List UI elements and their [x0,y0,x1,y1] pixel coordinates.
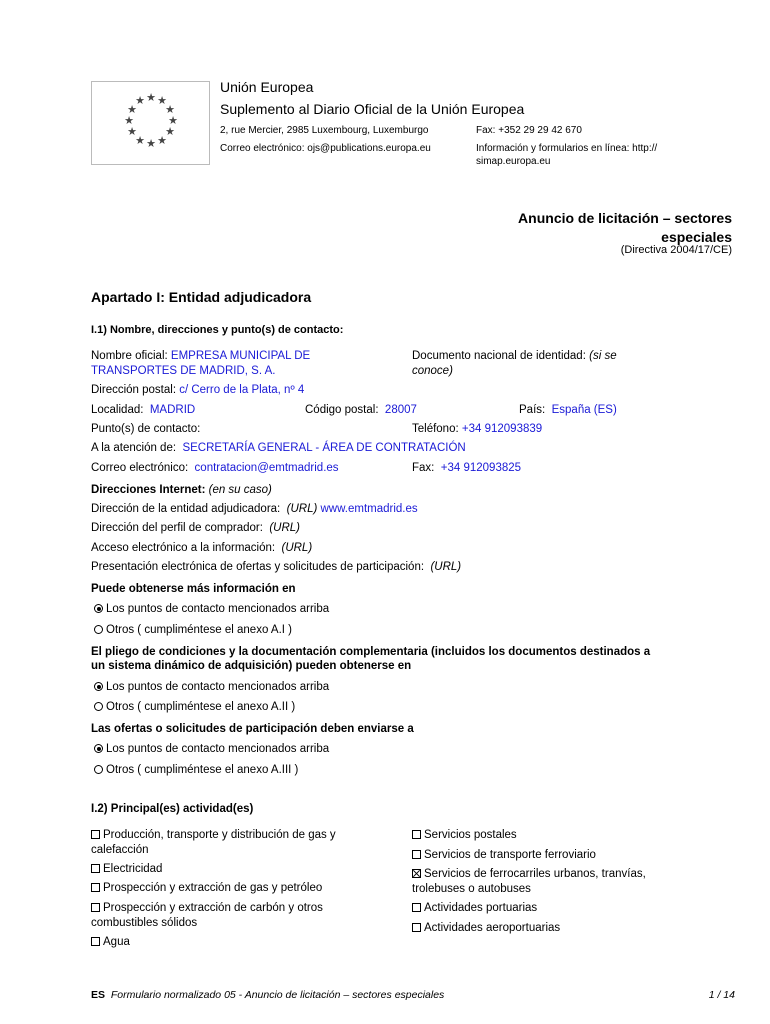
svg-text:★: ★ [146,91,156,104]
specs-option-1-label: Los puntos de contacto mencionados arriba [106,681,330,693]
checkbox-icon[interactable] [91,864,100,873]
offers-option-1[interactable] [94,742,329,757]
activity-left-0-line1: Producción, transporte y distribución de gas y [103,829,336,841]
radio-selected-icon[interactable] [94,744,103,753]
radio-unselected-icon[interactable] [94,765,103,774]
postal-address-row [91,383,304,398]
country-label: País: [519,404,546,416]
offers-option-2-label: Otros ( cumpliméntese el anexo A.III ) [106,764,299,776]
radio-unselected-icon[interactable] [94,702,103,711]
document-title [472,209,732,247]
radio-selected-icon[interactable] [94,604,103,613]
more-info-heading: Puede obtenerse más información en [91,583,296,595]
entity-url-hint: (URL) [286,503,318,515]
header-org: Unión Europea [220,79,314,95]
svg-text:★: ★ [165,125,175,138]
header-email: Correo electrónico: ojs@publications.europa.eu [220,143,431,154]
subsection-title: I.1) Nombre, direcciones y punto(s) de contacto: [91,324,344,336]
fax-label: Fax: [412,462,435,474]
specs-option-2[interactable] [94,700,295,715]
specs-option-2-label: Otros ( cumpliméntese el anexo A.II ) [106,701,296,713]
radio-unselected-icon[interactable] [94,625,103,634]
more-info-option-2[interactable] [94,623,292,638]
buyer-profile-label: Dirección del perfil de comprador: [91,522,263,534]
activity-left-2[interactable] [91,881,322,896]
electronic-access-label: Acceso electrónico a la información: [91,542,276,554]
entity-url-row [91,502,418,517]
electronic-access-hint: (URL) [281,542,313,554]
specs-option-1[interactable] [94,680,329,695]
electronic-submission-label: Presentación electrónica de ofertas y solicitudes de participación: [91,561,425,573]
official-name-value-1: EMPRESA MUNICIPAL DE [170,350,311,362]
activity-right-2-line2: trolebuses o autobuses [412,883,531,895]
checkbox-icon[interactable] [91,883,100,892]
electronic-access-row [91,541,312,556]
svg-text:★: ★ [168,114,178,127]
phone-value: +34 912093839 [461,423,543,435]
header-address: 2, rue Mercier, 2985 Luxembourg, Luxemburgo [220,125,429,136]
svg-text:★: ★ [135,134,145,147]
more-info-option-1-label: Los puntos de contacto mencionados arriba [106,603,330,615]
header-info-line1: Información y formularios en línea: http:// [476,143,658,154]
official-name-row [91,349,310,364]
email-value[interactable]: contratacion@emtmadrid.es [194,462,339,474]
footer-lang: ES [91,989,106,1001]
fax-row [412,461,521,476]
document-title-line2: especiales [661,229,732,245]
activity-right-1-line1: Servicios de transporte ferroviario [424,849,596,861]
specs-heading-line2: un sistema dinámico de adquisición) pueden obtenerse en [91,660,412,672]
svg-text:★: ★ [165,103,175,116]
attention-row [91,441,466,456]
buyer-profile-hint: (URL) [269,522,301,534]
document-title-line1: Anuncio de licitación – sectores [518,210,732,226]
checkbox-icon[interactable] [412,923,421,932]
activity-left-4[interactable] [91,935,130,950]
checkbox-icon[interactable] [91,830,100,839]
activity-right-0-line1: Servicios postales [424,829,517,841]
svg-text:★: ★ [127,103,137,116]
national-id-hint-2: conoce) [412,365,453,377]
city-value: MADRID [149,404,196,416]
activity-left-3-line1: Prospección y extracción de carbón y otros [103,902,323,914]
email-row [91,461,339,476]
attention-label: A la atención de: [91,442,177,454]
offers-option-1-label: Los puntos de contacto mencionados arriba [106,743,330,755]
buyer-profile-row [91,521,300,536]
activity-left-3[interactable] [91,901,391,931]
activity-left-3-line2: combustibles sólidos [91,917,198,929]
zip-value: 28007 [384,404,417,416]
specs-heading-line1: El pliego de condiciones y la documentación complementaria (incluidos los documentos destinados a [91,646,651,658]
svg-text:★: ★ [135,94,145,107]
official-name-label: Nombre oficial: [91,350,168,362]
radio-selected-icon[interactable] [94,682,103,691]
more-info-option-2-label: Otros ( cumpliméntese el anexo A.I ) [106,624,292,636]
email-label: Correo electrónico: [91,462,189,474]
entity-url-link[interactable]: www.emtmadrid.es [320,503,418,515]
phone-label: Teléfono: [412,423,459,435]
city-row [91,403,195,418]
internet-heading [91,483,272,498]
contact-points-label: Punto(s) de contacto: [91,423,201,435]
activity-left-1[interactable] [91,862,162,877]
directive-reference: (Directiva 2004/17/CE) [620,244,732,256]
zip-row [305,403,417,418]
postal-address-value: c/ Cerro de la Plata, nº 4 [179,384,305,396]
offers-option-2[interactable] [94,763,298,778]
checkbox-icon[interactable] [412,903,421,912]
electronic-submission-hint: (URL) [430,561,462,573]
entity-url-label: Dirección de la entidad adjudicadora: [91,503,281,515]
activity-left-0[interactable] [91,828,391,858]
country-row [519,403,617,418]
svg-text:★: ★ [124,114,134,127]
header-info-line2: simap.europa.eu [476,156,551,167]
internet-heading-hint: (en su caso) [208,484,272,496]
national-id-row [412,349,617,364]
checkbox-icon[interactable] [412,850,421,859]
activity-right-4-line1: Actividades aeroportuarias [424,922,561,934]
phone-row [412,422,542,437]
page-footer [91,989,735,1001]
checkbox-icon[interactable] [412,830,421,839]
country-value: España (ES) [551,404,617,416]
activity-right-3[interactable] [412,901,537,916]
eu-flag-logo [91,81,210,165]
city-label: Localidad: [91,404,144,416]
svg-text:★: ★ [146,137,156,150]
attention-value: SECRETARÍA GENERAL - ÁREA DE CONTRATACIÓN [182,442,466,454]
section-title: Apartado I: Entidad adjudicadora [91,289,312,305]
header-supplement: Suplemento al Diario Oficial de la Unión Europea [220,101,525,117]
internet-heading-label: Direcciones Internet: [91,484,206,496]
activity-left-2-line1: Prospección y extracción de gas y petróleo [103,882,323,894]
svg-text:★: ★ [157,134,167,147]
more-info-option-1[interactable] [94,602,329,617]
activity-right-4[interactable] [412,921,560,936]
footer-page-number: 1 / 14 [708,989,735,1001]
activity-right-2[interactable] [412,867,712,897]
eu-stars-icon [92,82,209,164]
national-id-label: Documento nacional de identidad: [412,350,586,362]
checkbox-icon[interactable] [91,903,100,912]
footer-form-name: Formulario normalizado 05 - Anuncio de licitación – sectores especiales [110,989,445,1001]
activity-right-2-line1: Servicios de ferrocarriles urbanos, tranvías, [424,868,646,880]
national-id-hint-1: (si se [589,350,617,362]
svg-text:★: ★ [157,94,167,107]
official-name-value-2: TRANSPORTES DE MADRID, S. A. [91,365,276,377]
activity-left-1-line1: Electricidad [103,863,163,875]
fax-value: +34 912093825 [440,462,522,474]
checkbox-checked-icon[interactable] [412,869,421,878]
activities-heading: I.2) Principal(es) actividad(es) [91,803,254,815]
activity-right-0[interactable] [412,828,517,843]
activity-left-0-line2: calefacción [91,844,149,856]
header-fax: Fax: +352 29 29 42 670 [476,125,582,136]
electronic-submission-row [91,560,461,575]
activity-left-4-line1: Agua [103,936,130,948]
postal-address-label: Dirección postal: [91,384,177,396]
svg-text:★: ★ [127,125,137,138]
offers-heading: Las ofertas o solicitudes de participación deben enviarse a [91,723,414,735]
zip-label: Código postal: [305,404,379,416]
activity-right-3-line1: Actividades portuarias [424,902,538,914]
activity-right-1[interactable] [412,848,596,863]
checkbox-icon[interactable] [91,937,100,946]
